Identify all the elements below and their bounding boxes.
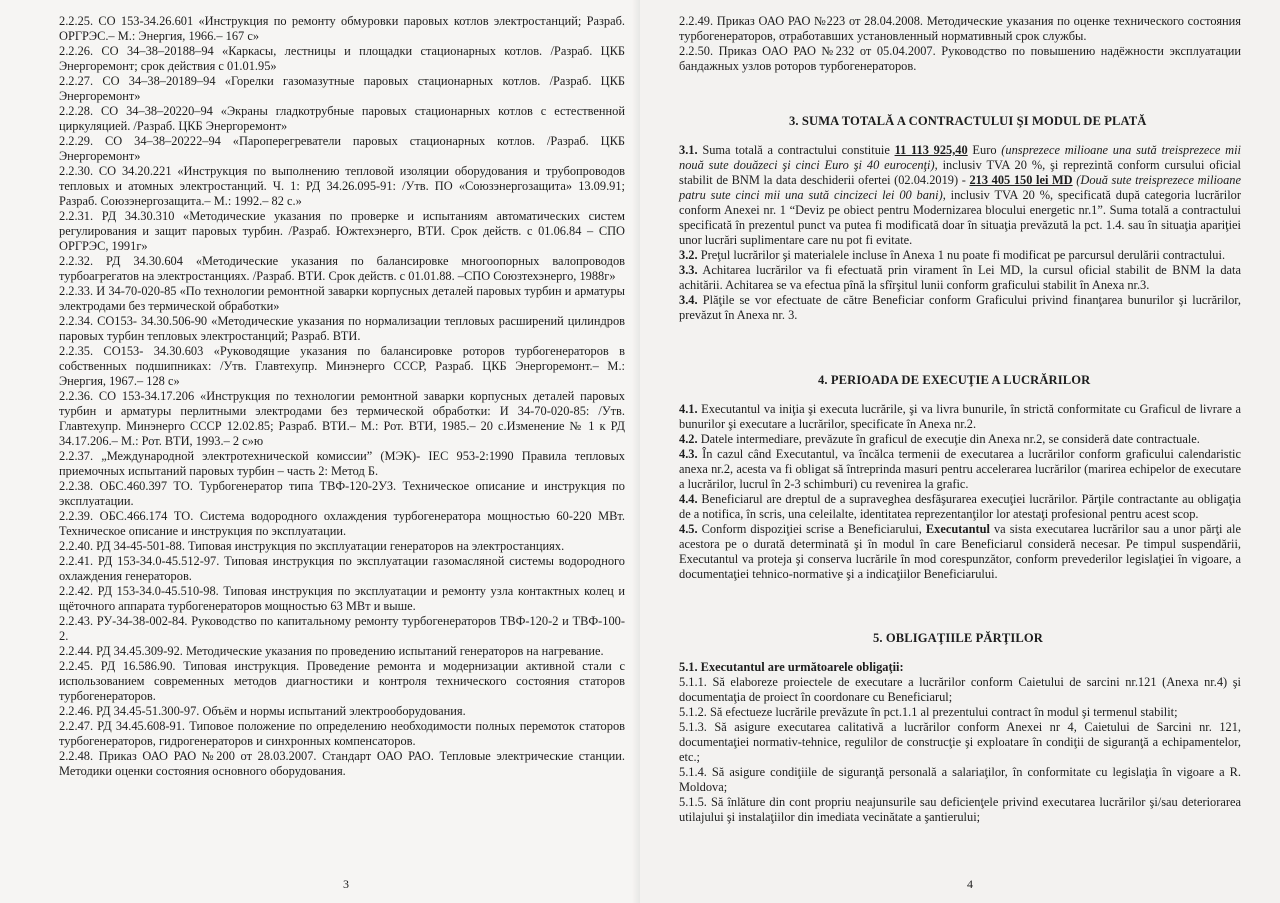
- reference-item: 2.2.38. ОБС.460.397 ТО. Турбогенератор типа ТВФ-120-2УЗ. Техническое описание и инструкция по эксплуатации.: [59, 479, 625, 508]
- clause-3-1: [679, 143, 1241, 248]
- clause-text: Suma totală a contractului constituie: [697, 143, 895, 157]
- reference-item: 2.2.42. РД 153-34.0-45.510-98. Типовая инструкция по эксплуатации и ремонту узла контактных колец и щёточного аппарата турбогенераторов мощностью 63 МВт и выше.: [59, 584, 625, 613]
- reference-item: 2.2.48. Приказ ОАО РАО №200 от 28.03.2007. Стандарт ОАО РАО. Тепловые электрические станции. Методики оценки состояния основного оборудования.: [59, 749, 625, 778]
- clause-number: 4.3.: [679, 447, 698, 461]
- clause-text: , inclusiv TVA 20 %, şi reprezintă conform cursului oficial stabilit de BNM la data deschiderii ofertei (02.04.2019) -: [679, 158, 1241, 187]
- clause-text: Executantul va iniţia şi executa lucrările, şi va livra bunurile, în strictă conformitate cu Graficul de livrare a bunurilor şi executare a lucrărilor, specificate în Anexa nr.2.: [679, 402, 1241, 431]
- section-5-body: [679, 660, 1241, 825]
- reference-item: 2.2.45. РД 16.586.90. Типовая инструкция. Проведение ремонта и модернизации активной стали с использованием современных методов диагностики и контроля технического состояния статоров турбогенераторов.: [59, 659, 625, 703]
- reference-item: 2.2.32. РД 34.30.604 «Методические указания по балансировке многоопорных валопроводов турбоагрегатов на электростанциях. /Разраб. ВТИ. Срок действ. с 01.01.88. –СПО Союзтехэнерго, 1988г»: [59, 254, 625, 283]
- clause-text: Achitarea lucrărilor va fi efectuată prin virament în Lei MD, la cursul oficial stabilit de BNM la data achitării. Achitarea se va efectua pînă la sfîrşitul lunii conform graficului stabilit în Anexa nr.3.: [679, 263, 1241, 292]
- obligation-item: 5.1.5. Să înlăture din cont propriu neajunsurile sau deficienţele privind executarea lucrărilor şi/sau deteriorarea utilajului şi instalaţiilor din imediata vecinătate a şantierului;: [679, 795, 1241, 824]
- reference-item: 2.2.31. РД 34.30.310 «Методические указания по проверке и испытаниям автоматических систем регулирования и защит паровых турбин. /Разраб. Южтехэнерго, ВТИ. Срок действ. с 01.06.84 – СПО ОРГРЭС, 1991г»: [59, 209, 625, 253]
- section-3-body: [679, 143, 1241, 323]
- clause-text: În cazul când Executantul, va încălca termenii de executarea a lucrărilor conform graficului calendaristic anexa nr.2, acesta va fi obligat să întreprinda masuri pentru accelerarea lucrărilor (marirea echipelor de executare a lucrărilor, lucrul în 2-3 schimburi) cu revenirea la grafic.: [679, 447, 1241, 491]
- clause-4-2: [679, 432, 1241, 447]
- reference-item: 2.2.36. СО 153-34.17.206 «Инструкция по технологии ремонтной заварки корпусных деталей паровых турбин и арматуры перлитными электродами без термической обработки: И 34-70-020-85: /Утв. Главтехупр. Минэнерго СССР 12.02.85; Разраб. ВТИ.– М.: Рот. ВТИ, 1985.– 20 с.Изменение № 1 к РД 34.17.206.– М.: Рот. ВТИ, 1993.– 2 с»ю: [59, 389, 625, 448]
- clause-text: va sista executarea lucrărilor sau a unor părţi ale acestora pe o durată determinată şi în modul în care Beneficiarul consideră necesar. Pe timpul suspendării, Executantul va proteja şi conserva lucrările în mod corespunzător, conform prevederilor legislaţiei în vigoare, a documentaţiei tehnico-normative şi a indicaţiilor Beneficiarului.: [679, 522, 1241, 581]
- clause-number: 3.4.: [679, 293, 698, 307]
- reference-item: 2.2.37. „Международной электротехнической комиссии” (МЭК)- IEC 953-2:1990 Правила тепловых приемочных испытаний паровых турбин – часть 2: Метод Б.: [59, 449, 625, 478]
- reference-item: 2.2.50. Приказ ОАО РАО №232 от 05.04.2007. Руководство по повышению надёжности эксплуатации бандажных узлов роторов турбогенераторов.: [679, 44, 1241, 73]
- clause-text: Beneficiarul are dreptul de a supraveghea desfăşurarea execuţiei lucrărilor. Părţile contractante au obligaţia de a notifica, în scris, una celeilalte, identitatea reprezentanţilor lor atestaţi profesional pentru acest scop.: [679, 492, 1241, 521]
- reference-item: 2.2.33. И 34-70-020-85 «По технологии ремонтной заварки корпусных деталей паровых турбин и арматуры электродами без термической обработки»: [59, 284, 625, 313]
- reference-item: 2.2.41. РД 153-34.0-45.512-97. Типовая инструкция по эксплуатации газомасляной системы водородного охлаждения генераторов.: [59, 554, 625, 583]
- page-number-right: 4: [967, 877, 973, 891]
- total-sum-mdl: 213 405 150 lei MD: [969, 173, 1073, 187]
- section-4-body: [679, 402, 1241, 582]
- reference-item: 2.2.43. РУ-34-38-002-84. Руководство по капитальному ремонту турбогенераторов ТВФ-120-2 и ТВФ-100-2.: [59, 614, 625, 643]
- clause-4-4: [679, 492, 1241, 522]
- clause-number: 4.2.: [679, 432, 698, 446]
- clause-3-4: [679, 293, 1241, 323]
- obligation-item: 5.1.4. Să asigure condiţiile de siguranţă personală a salariaţilor, în conformitate cu legislaţia în vigoare a R. Moldova;: [679, 765, 1241, 794]
- reference-item: 2.2.34. СО153- 34.30.506-90 «Методические указания по нормализации тепловых расширений цилиндров паровых турбин тепловых электростанций; Разраб. ВТИ.: [59, 314, 625, 343]
- obligation-item: 5.1.3. Să asigure executarea calitativă a lucrărilor conform Anexei nr 4, Caietului de Sarcini nr. 121, documentaţiei normativ-tehnice, regulilor de construcţie şi exploatare în condiţii de siguranţă a echipamentelor, etc.;: [679, 720, 1241, 764]
- reference-list-left: [59, 14, 625, 779]
- reference-item: 2.2.29. СО 34–38–20222–94 «Пароперегреватели паровых стационарных котлов. /Разраб. ЦКБ Энергоремонт»: [59, 134, 625, 163]
- clause-text: Conform dispoziţiei scrise a Beneficiarului,: [697, 522, 926, 536]
- clause-4-1: [679, 402, 1241, 432]
- obligations-list: [679, 675, 1241, 825]
- clause-number: 3.3.: [679, 263, 698, 277]
- sum-in-words-eur: (unsprezece milioane una sută treisprezece mii nouă sute douăzeci şi cinci Euro şi 40 eurocenţi): [679, 143, 1241, 172]
- reference-item: 2.2.25. СО 153-34.26.601 «Инструкция по ремонту обмуровки паровых котлов электростанций; Разраб. ОРГРЭС.– М.: Энергия, 1966.– 167 с»: [59, 14, 625, 43]
- obligation-item: 5.1.2. Să efectueze lucrările prevăzute în pct.1.1 al prezentului contract în modul şi termenul stabilit;: [679, 705, 1178, 719]
- reference-item: 2.2.44. РД 34.45.309-92. Методические указания по проведению испытаний генераторов на нагревание.: [59, 644, 604, 658]
- clause-text: , inclusiv TVA 20 %, specificată după categoria lucrărilor conform Anexei nr. 1 “Deviz pe obiect pentru Modernizarea blocului energetic nr.1”. Suma totală a contractului specificată în prezentul punct va putea fi modificată doar în situaţia prevăzută la pct. 1.4. sau în situaţia apariţiei unor lucrări suplimentare care nu pot fi evitate.: [679, 188, 1241, 247]
- section-4-heading: 4. PERIOADA DE EXECUŢIE A LUCRĂRILOR: [818, 373, 1091, 387]
- obligation-item: 5.1.1. Să elaboreze proiectele de executare a lucrărilor conform Caietului de sarcini nr.121 (Anexa nr.4) şi documentaţia de proiect în coordonare cu Beneficiarul;: [679, 675, 1241, 704]
- clause-text: Preţul lucrărilor şi materialele incluse în Anexa 1 nu poate fi modificat pe parcursul derulării contractului.: [697, 248, 1226, 262]
- reference-item: 2.2.39. ОБС.466.174 ТО. Система водородного охлаждения турбогенератора мощностью 60-220 МВт. Техническое описание и инструкция по эксплуатации.: [59, 509, 625, 538]
- clause-number: 4.5.: [679, 522, 698, 536]
- reference-item: 2.2.35. СО153- 34.30.603 «Руководящие указания по балансировке роторов турбогенераторов в собственных подшипниках: /Утв. Главтехупр. Минэнерго СССР, Разраб. ЦКБ Энергоремонт.– М.: Энергия, 1967.– 128 с»: [59, 344, 625, 388]
- clause-text: Plăţile se vor efectuate de către Beneficiar conform Graficului privind finanţarea bunurilor şi lucrărilor, prevăzut în Anexa nr. 3.: [679, 293, 1241, 322]
- reference-item: 2.2.49. Приказ ОАО РАО №223 от 28.04.2008. Методические указания по оценке технического состояния турбогенераторов, отработавших установленный нормативный срок службы.: [679, 14, 1241, 43]
- reference-item: 2.2.46. РД 34.45-51.300-97. Объём и нормы испытаний электрооборудования.: [59, 704, 466, 718]
- clause-3-3: [679, 263, 1241, 293]
- clause-4-5: [679, 522, 1241, 582]
- page-number-left: 3: [343, 877, 349, 891]
- total-sum-eur: 11 113 925,40: [894, 143, 968, 157]
- reference-list-right: [679, 14, 1241, 74]
- clause-number: 4.4.: [679, 492, 698, 506]
- reference-item: 2.2.27. СО 34–38–20189–94 «Горелки газомазутные паровых стационарных котлов. /Разраб. ЦКБ Энергоремонт»: [59, 74, 625, 103]
- clause-number: 3.2.: [679, 248, 698, 262]
- section-5-subheading: 5.1. Executantul are următoarele obligaţii:: [679, 660, 904, 674]
- reference-item: 2.2.26. СО 34–38–20188–94 «Каркасы, лестницы и площадки стационарных котлов. /Разраб. ЦКБ Энергоремонт; срок действия с 01.01.95»: [59, 44, 625, 73]
- clause-4-3: [679, 447, 1241, 492]
- reference-item: 2.2.30. СО 34.20.221 «Инструкция по выполнению тепловой изоляции оборудования и трубопроводов тепловых и атомных электростанций. Ч. 1: РД 34.26.095-91: /Утв. ПО «Союзэнергозащита» 13.09.91; Разраб. Союзэнергозащита.– М.: 1992.– 82 с.»: [59, 164, 625, 208]
- clause-number: 4.1.: [679, 402, 698, 416]
- clause-number: 3.1.: [679, 143, 698, 157]
- reference-item: 2.2.40. РД 34-45-501-88. Типовая инструкция по эксплуатации генераторов на электростанциях.: [59, 539, 565, 553]
- section-5-heading: 5. OBLIGAŢIILE PĂRŢILOR: [873, 631, 1043, 645]
- clause-3-2: [679, 248, 1241, 263]
- party-name: Executantul: [925, 522, 990, 536]
- section-3-heading: 3. SUMA TOTALĂ A CONTRACTULUI ŞI MODUL DE PLATĂ: [789, 114, 1147, 128]
- reference-item: 2.2.28. СО 34–38–20220–94 «Экраны гладкотрубные паровых стационарных котлов с естественной циркуляцией. /Разраб. ЦКБ Энергоремонт»: [59, 104, 625, 133]
- sum-in-words-mdl: (Două sute treisprezece milioane patru sute cinci mii una sută cincizeci lei 00 bani): [679, 173, 1241, 202]
- clause-text: Datele intermediare, prevăzute în graficul de execuţie din Anexa nr.2, se consideră date contractuale.: [697, 432, 1200, 446]
- reference-item: 2.2.47. РД 34.45.608-91. Типовое положение по определению необходимости полных перемоток статоров турбогенераторов, гидрогенераторов и синхронных компенсаторов.: [59, 719, 625, 748]
- clause-text: Euro: [967, 143, 1002, 157]
